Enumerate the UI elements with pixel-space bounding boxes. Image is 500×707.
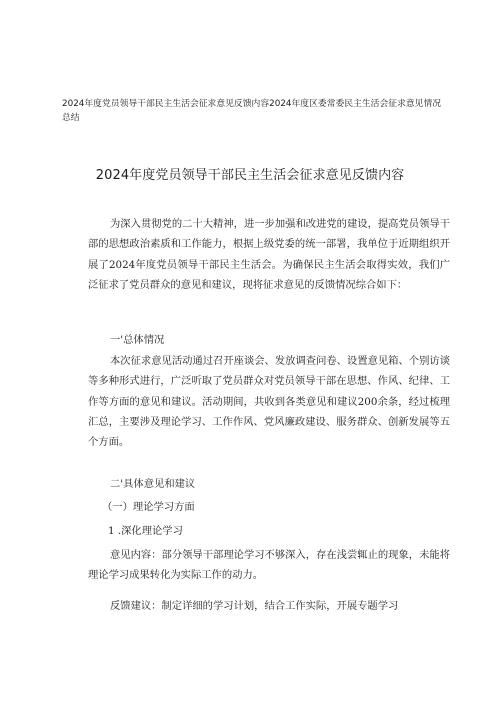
intro-paragraph [88, 214, 450, 295]
feedback-text: 反馈建议：制定详细的学习计划，结合工作实际，开展专题学习 [110, 600, 399, 612]
section-1-heading [88, 330, 450, 350]
section-2-heading [88, 474, 450, 494]
intro-text: 为深入贯彻党的二十大精神，进一步加强和改进党的建设，提高党员领导干部的思想政治素质和工作能力，根据上级党委的统一部署，我单位于近期组织开展了2024年度党员领导干部民主生活会。为确保民主生活会取得实效，我们广泛征求了党员群众的意见和建议，现将征求意见的反馈情况综合如下： [88, 218, 450, 291]
item-1-heading [88, 521, 450, 541]
item-1-heading-text: 1 .深化理论学习 [108, 525, 183, 537]
feedback-paragraph [88, 596, 450, 616]
page-title: 2024年度党员领导干部民主生活会征求意见反馈内容 [95, 168, 405, 183]
opinion-paragraph [88, 545, 450, 586]
document-header: 2024年度党员领导干部民主生活会征求意见反馈内容2024年度区委常委民主生活会征求意见情况总结 [62, 99, 442, 123]
subsection-1-heading-text: （一）理论学习方面 [102, 501, 195, 513]
section-1-heading-text: 一'总体情况 [110, 334, 165, 346]
subsection-1-heading [88, 497, 450, 517]
section-2-heading-text: 二'具体意见和建议 [110, 478, 196, 490]
section-1-body-text: 本次征求意见活动通过召开座谈会、发放调查问卷、设置意见箱、个别访谈等多种形式进行，广泛听取了党员群众对党员领导干部在思想、作风、纪律、工作等方面的意见和建议。活动期间，共收到各类意见和建议200余条，经过梳理汇总，主要涉及理论学习、工作作风、党风廉政建设、服务群众、创新发展等五个方面。 [88, 355, 450, 449]
section-1-body [88, 351, 450, 452]
opinion-text: 意见内容：部分领导干部理论学习不够深入，存在浅尝辄止的现象，未能将理论学习成果转化为实际工作的动力。 [88, 549, 450, 582]
